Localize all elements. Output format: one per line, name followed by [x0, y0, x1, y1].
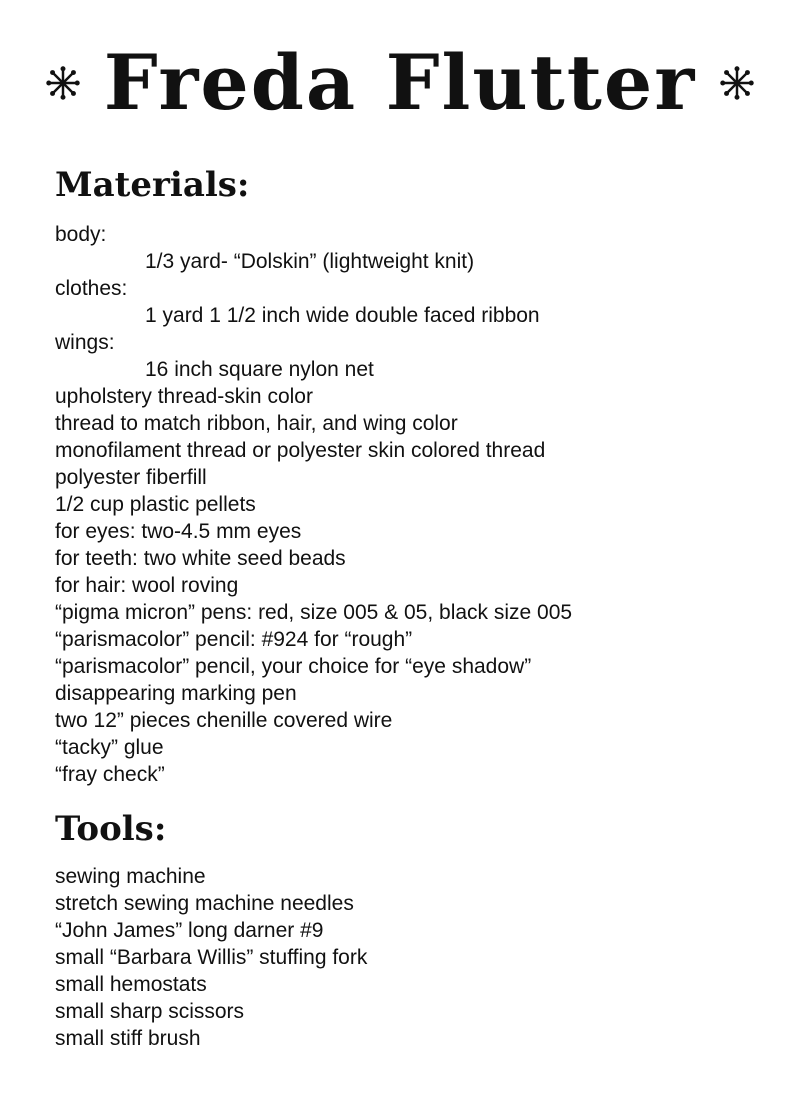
title-row	[24, 28, 776, 138]
tools-list	[55, 863, 367, 1052]
tool-item: small sharp scissors	[55, 1000, 245, 1023]
material-item: polyester fiberfill	[55, 466, 207, 489]
material-item: “tacky” glue	[55, 736, 164, 759]
snowflake-icon	[718, 64, 756, 102]
tool-item: small stiff brush	[55, 1027, 201, 1050]
page-title: Freda Flutter	[103, 38, 697, 127]
materials-heading: Materials:	[55, 165, 250, 205]
materials-list	[55, 221, 572, 788]
material-item: for eyes: two-4.5 mm eyes	[55, 520, 302, 543]
tool-item: small hemostats	[55, 973, 207, 996]
material-item: 16 inch square nylon net	[145, 358, 374, 381]
material-item: “parismacolor” pencil: #924 for “rough”	[55, 628, 413, 651]
snowflake-icon	[44, 64, 82, 102]
material-item: 1/2 cup plastic pellets	[55, 493, 256, 516]
material-item: wings:	[55, 331, 115, 354]
tool-item: small “Barbara Willis” stuffing fork	[55, 946, 368, 969]
material-item: for teeth: two white seed beads	[55, 547, 346, 570]
tool-item: “John James” long darner #9	[55, 919, 324, 942]
material-item: thread to match ribbon, hair, and wing color	[55, 412, 458, 435]
tools-heading: Tools:	[55, 809, 167, 849]
material-item: for hair: wool roving	[55, 574, 239, 597]
material-item: “fray check”	[55, 763, 165, 786]
tool-item: stretch sewing machine needles	[55, 892, 354, 915]
material-item: upholstery thread-skin color	[55, 385, 313, 408]
material-item: disappearing marking pen	[55, 682, 297, 705]
material-item: body:	[55, 223, 107, 246]
material-item: 1 yard 1 1/2 inch wide double faced ribbon	[145, 304, 540, 327]
material-item: 1/3 yard- “Dolskin” (lightweight knit)	[145, 250, 475, 273]
material-item: two 12” pieces chenille covered wire	[55, 709, 393, 732]
material-item: clothes:	[55, 277, 128, 300]
material-item: “pigma micron” pens: red, size 005 & 05, black size 005	[55, 601, 573, 624]
material-item: “parismacolor” pencil, your choice for “eye shadow”	[55, 655, 532, 678]
tool-item: sewing machine	[55, 865, 206, 888]
material-item: monofilament thread or polyester skin colored thread	[55, 439, 546, 462]
